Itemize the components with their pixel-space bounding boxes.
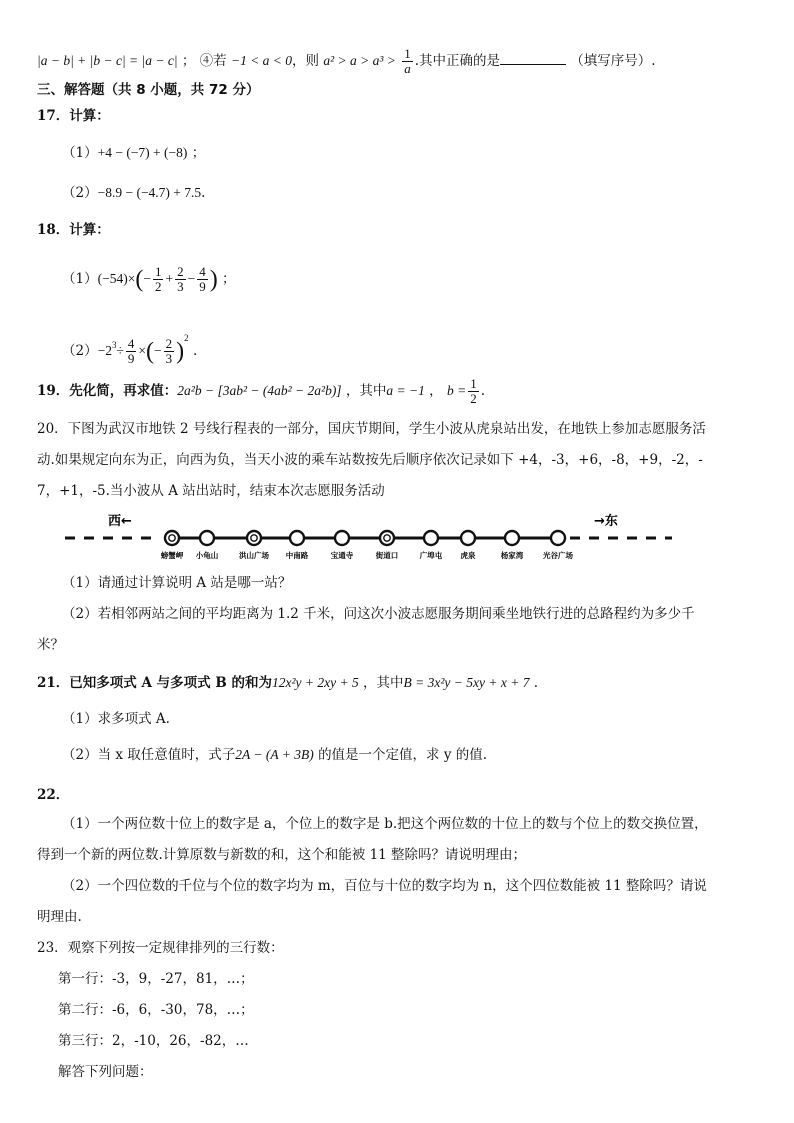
q20-part2-cont: 米？ bbox=[37, 637, 64, 653]
station-label: 广埠屯 bbox=[419, 551, 443, 560]
q17-part1: （1）+4 − (−7) + (−8) ； bbox=[62, 145, 206, 161]
q23-ask: 解答下列问题： bbox=[58, 1064, 153, 1080]
top-line: |a − b| + |b − c| = |a − c| ； ④若 −1 < a < 0，则 a² > a > a³ > $\frac{1}{a}$ .其中正确的是 （填写序号）. bbox=[37, 46, 656, 76]
station-label: 宝通寺 bbox=[330, 551, 354, 560]
fraction: $\frac{4}{9}$ bbox=[199, 264, 206, 294]
station-label: 中南路 bbox=[285, 551, 309, 560]
station-marker-9 bbox=[505, 531, 519, 545]
station-marker-4 bbox=[290, 531, 304, 545]
fraction: $\frac{1}{2}$ bbox=[154, 264, 162, 294]
circled-four: ④ bbox=[199, 53, 214, 69]
q18-part2: $(2)-2^3\div$ $\frac{4}{9}$ ×(− $\frac{2}{3}$ )$^2$ . bbox=[62, 333, 198, 366]
station-label: 洪山广场 bbox=[239, 551, 269, 560]
q23-title: 23．观察下列按一定规律排列的三行数： bbox=[37, 940, 284, 956]
q20-line1: 20．下图为武汉市地铁 2 号线行程表的一部分，国庆节期间，学生小波从虎泉站出发，在地铁上参加志愿服务活 bbox=[37, 421, 706, 437]
station-label: 螃蟹岬 bbox=[160, 551, 184, 560]
station-label: 街道口 bbox=[375, 551, 399, 560]
station-marker-10 bbox=[551, 531, 565, 545]
fraction: $\frac{1}{2}$ bbox=[470, 376, 477, 406]
station-marker-8 bbox=[461, 531, 475, 545]
q20-line2: 动.如果规定向东为正，向西为负，当天小波的乘车站数按先后顺序依次记录如下 +4，-3，+6，-8，+9，-2，- bbox=[37, 452, 703, 468]
station-marker-5 bbox=[335, 531, 349, 545]
answer-blank[interactable] bbox=[500, 50, 566, 65]
q22-part2: （2）一个四位数的千位与个位的数字均为 m，百位与十位的数字均为 n，这个四位数能被 11 整除吗？请说 bbox=[62, 878, 707, 894]
q18-part1: （1）(−54)×(− $\frac{1}{2}$ + $\frac{2}{3}$ − $\frac{4}{9}$ ) ； bbox=[62, 264, 236, 294]
q17-part2: （2）−8.9 − (−4.7) + 7.5. bbox=[62, 185, 206, 201]
stations-group bbox=[161, 531, 574, 560]
q20-part1: （1）请通过计算说明 A 站是哪一站？ bbox=[62, 575, 292, 591]
q22-part1-cont: 得到一个新的两位数.计算原数与新数的和，这个和能被 11 整除吗？请说明理由； bbox=[37, 847, 527, 863]
q22-title: 22． bbox=[37, 787, 70, 803]
station-label: 光谷广场 bbox=[543, 551, 573, 560]
east-label: →东 bbox=[594, 514, 618, 529]
q23-row3: 第三行：2，-10，26，-82，… bbox=[58, 1033, 249, 1049]
station-label: 杨家湾 bbox=[500, 551, 524, 560]
fraction: $\frac{2}{3}$ bbox=[177, 264, 184, 294]
q21-line1: 21．已知多项式 A 与多项式 B 的和为12x²y + 2xy + 5 ，其中B = 3x²y − 5xy + x + 7 . bbox=[37, 675, 539, 691]
metro-line-diagram bbox=[0, 512, 794, 572]
q20-line3: 7，+1，-5.当小波从 A 站出站时，结束本次志愿服务活动 bbox=[37, 483, 385, 499]
q18-title: 18．计算： bbox=[37, 222, 110, 238]
west-label: 西← bbox=[108, 514, 132, 529]
q22-part1: （1）一个两位数十位上的数字是 a，个位上的数字是 b.把这个两位数的十位上的数与个位上的数交换位置， bbox=[62, 816, 708, 832]
q19: 19．先化简，再求值：2a²b − [3ab² − (4ab² − 2a²b)] ，其中a = −1 ， b = $\frac{1}{2}$ . bbox=[37, 376, 485, 406]
station-label: 虎泉 bbox=[460, 551, 476, 560]
q17-title: 17．计算： bbox=[37, 108, 110, 124]
fraction-1-over-a: $\frac{1}{a}$ bbox=[404, 46, 411, 76]
fraction: $\frac{4}{9}$ bbox=[127, 336, 135, 366]
q22-part2-cont: 明理由. bbox=[37, 909, 82, 925]
fraction: $\frac{2}{3}$ bbox=[165, 336, 173, 366]
abs-expression: |a − b| + |b − c| = |a − c| bbox=[37, 53, 178, 68]
station-marker-3 bbox=[247, 531, 261, 545]
q23-row2: 第二行：-6，6，-30，78，…； bbox=[58, 1002, 254, 1018]
station-label: 小龟山 bbox=[195, 551, 219, 560]
q21-part2: （2）当 x 取任意值时，式子2A − (A + 3B) 的值是一个定值，求 y 的值. bbox=[62, 747, 488, 763]
station-marker-6 bbox=[380, 531, 394, 545]
station-marker-7 bbox=[424, 531, 438, 545]
q20-part2: （2）若相邻两站之间的平均距离为 1.2 千米，问这次小波志愿服务期间乘坐地铁行进的总路程约为多少千 bbox=[62, 606, 695, 622]
section-heading: 三、解答题（共 8 小题，共 72 分） bbox=[37, 82, 260, 98]
station-marker-1 bbox=[165, 531, 179, 545]
station-marker-2 bbox=[200, 531, 214, 545]
q23-row1: 第一行：-3，9，-27，81，…； bbox=[58, 971, 254, 987]
q21-part1: （1）求多项式 A. bbox=[62, 711, 170, 727]
